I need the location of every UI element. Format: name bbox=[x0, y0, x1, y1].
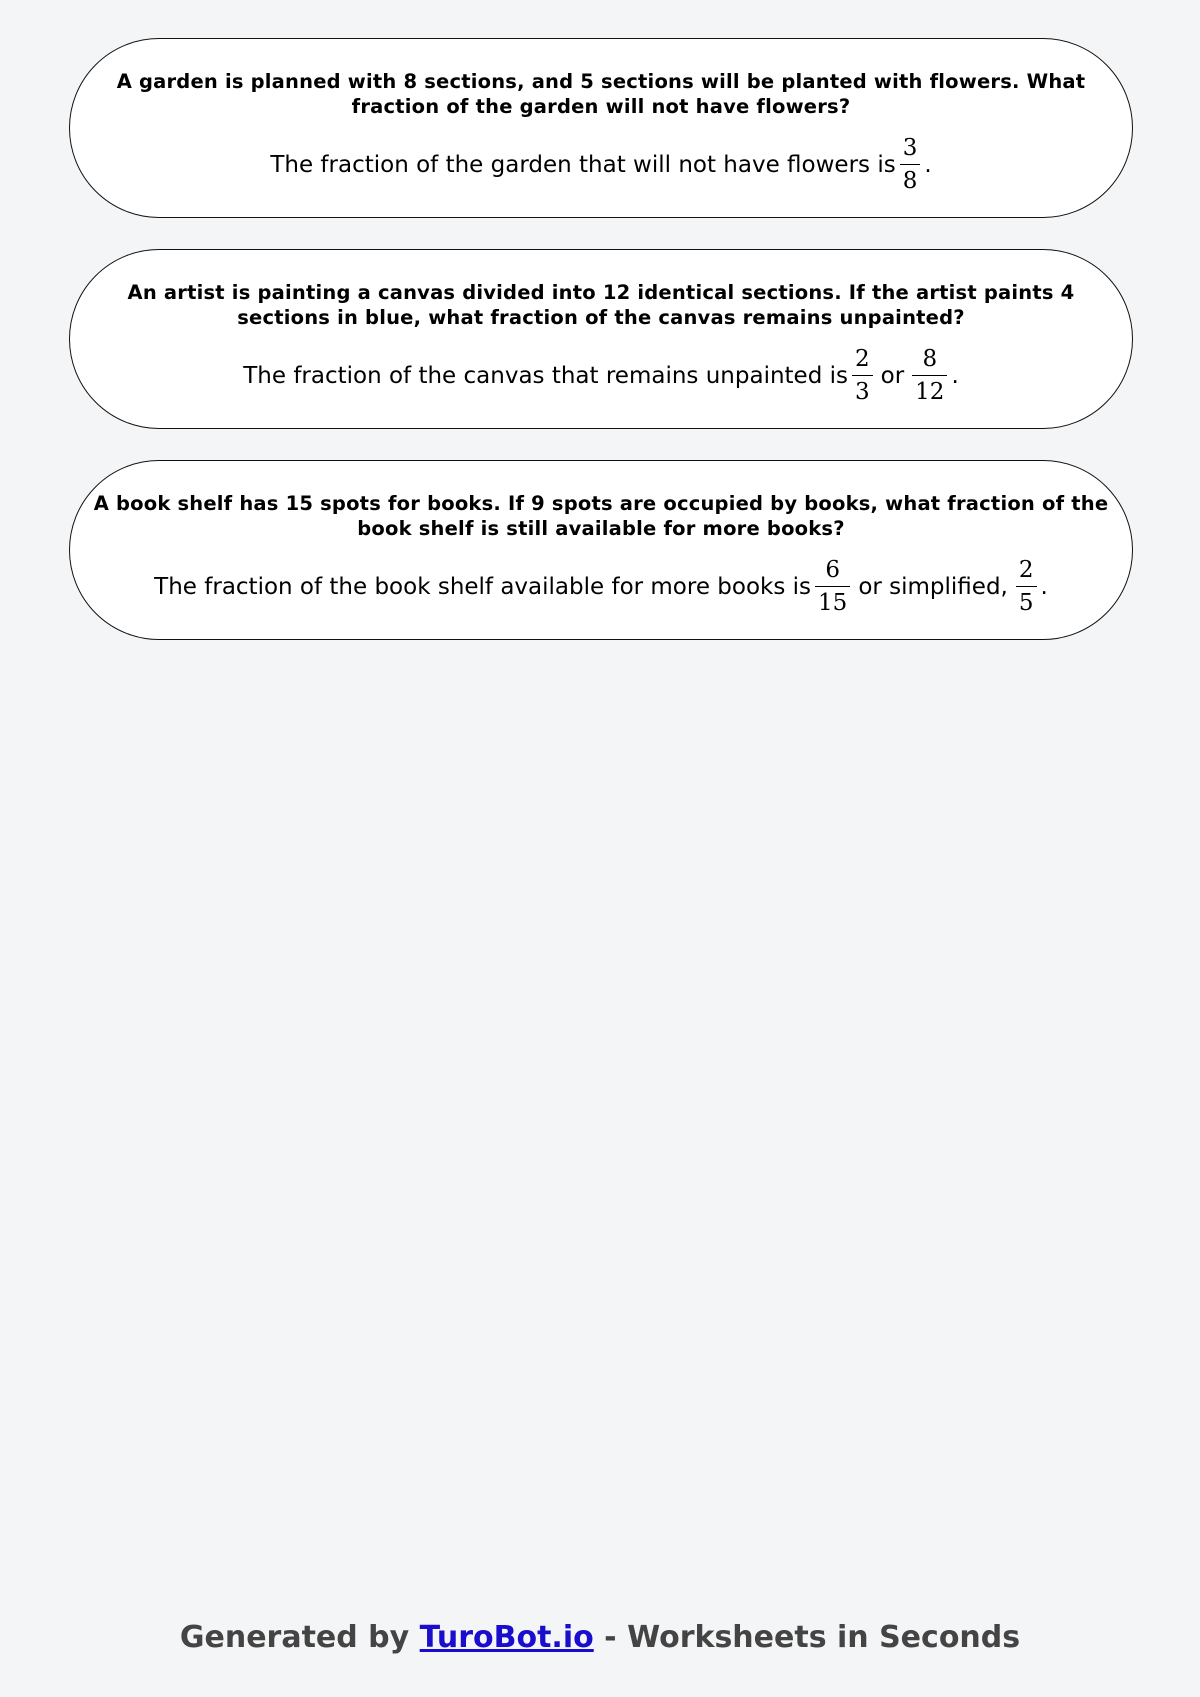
footer-suffix: - Worksheets in Seconds bbox=[604, 1620, 1021, 1655]
fraction bbox=[912, 345, 947, 406]
answer-end: . bbox=[1040, 573, 1048, 600]
problem-card bbox=[69, 460, 1133, 640]
fraction bbox=[852, 345, 873, 406]
question-text: An artist is painting a canvas divided into 12 identical sections. If the artist paints 4 sections in blue, what fraction of the canvas remains unpainted? bbox=[127, 281, 1075, 329]
answer-text: The fraction of the garden that will not have flowers is bbox=[270, 151, 896, 178]
footer bbox=[0, 1620, 1200, 1655]
footer-link[interactable]: TuroBot.io bbox=[419, 1620, 594, 1655]
answer-line bbox=[154, 556, 1048, 617]
fraction-denominator: 12 bbox=[912, 375, 947, 406]
fraction-denominator: 5 bbox=[1016, 586, 1037, 617]
answer-end: . bbox=[951, 362, 959, 389]
fraction-numerator: 3 bbox=[902, 135, 918, 161]
fraction-numerator: 2 bbox=[1018, 557, 1034, 583]
answer-line bbox=[243, 345, 959, 406]
footer-prefix: Generated by bbox=[179, 1620, 410, 1655]
fraction bbox=[815, 556, 850, 617]
problem-card bbox=[69, 38, 1133, 218]
question-text: A garden is planned with 8 sections, and 5 sections will be planted with flowers. What fraction of the garden will not have flowers? bbox=[116, 70, 1086, 118]
problem-card bbox=[69, 249, 1133, 429]
answer-end: . bbox=[924, 151, 932, 178]
fraction-numerator: 2 bbox=[854, 346, 870, 372]
answer-text: The fraction of the canvas that remains unpainted is bbox=[243, 362, 848, 389]
problem-list bbox=[69, 38, 1133, 671]
fraction bbox=[1016, 556, 1037, 617]
fraction-numerator: 8 bbox=[922, 346, 938, 372]
fraction bbox=[900, 134, 921, 195]
fraction-denominator: 15 bbox=[815, 586, 850, 617]
answer-line bbox=[270, 134, 931, 195]
answer-text: The fraction of the book shelf available for more books is bbox=[154, 573, 812, 600]
question-text: A book shelf has 15 spots for books. If 9 spots are occupied by books, what fraction of the book shelf is still available for more books? bbox=[93, 492, 1109, 540]
answer-connector: or bbox=[880, 362, 905, 389]
fraction-denominator: 3 bbox=[852, 375, 873, 406]
answer-connector: or simplified, bbox=[858, 573, 1008, 600]
fraction-numerator: 6 bbox=[825, 557, 840, 583]
fraction-denominator: 8 bbox=[900, 164, 921, 195]
